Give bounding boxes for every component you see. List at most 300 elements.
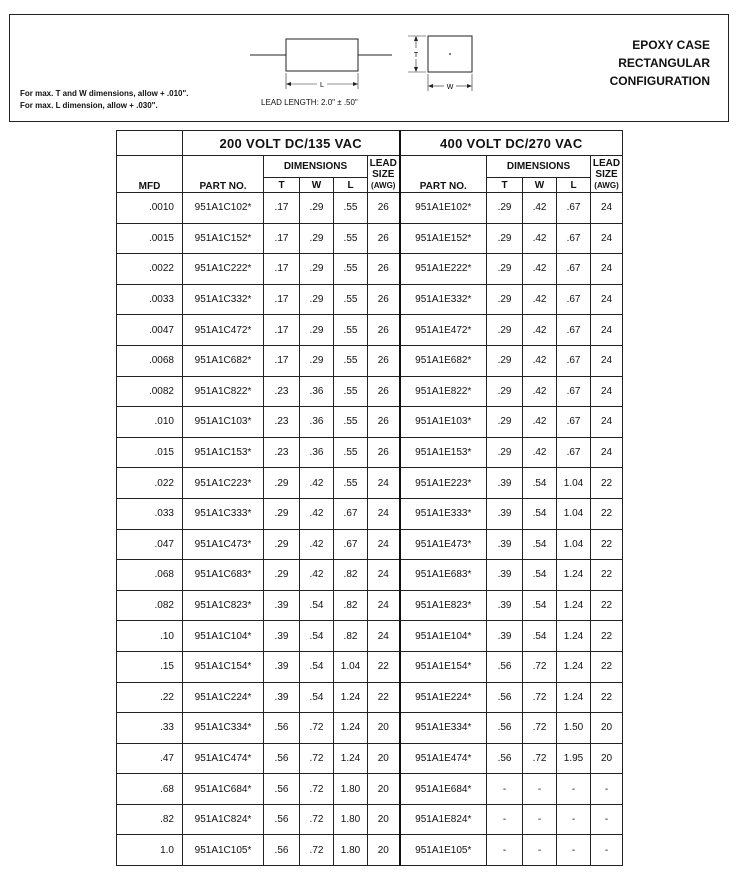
lead-size-200v-cell: 26 (368, 193, 400, 224)
l-200v-cell: 1.80 (334, 774, 368, 805)
t-200v-cell: .39 (264, 651, 300, 682)
mfd-cell: .0082 (117, 376, 183, 407)
w-400v-cell: .72 (523, 651, 557, 682)
lead-size-200v-cell: 24 (368, 621, 400, 652)
w-200v-cell: .72 (300, 835, 334, 866)
l-200v-cell: .55 (334, 345, 368, 376)
t-200v-cell: .39 (264, 682, 300, 713)
w-200v-cell: .72 (300, 804, 334, 835)
lead-size-line: (AWG) (371, 180, 396, 190)
part-no-200v-cell: 951A1C332* (183, 284, 264, 315)
t-200v-cell: .56 (264, 835, 300, 866)
table-row (117, 407, 623, 438)
lead-size-200v-cell: 26 (368, 376, 400, 407)
l-200v-cell: 1.24 (334, 743, 368, 774)
t-200v-cell: .29 (264, 468, 300, 499)
dimensions-header: DIMENSIONS (264, 156, 368, 178)
lead-size-400v-cell: 22 (591, 560, 623, 591)
part-no-200v-cell: 951A1C153* (183, 437, 264, 468)
table-row (117, 468, 623, 499)
lead-size-200v-cell: 20 (368, 743, 400, 774)
part-no-200v-cell: 951A1C683* (183, 560, 264, 591)
part-no-400v-cell: 951A1E824* (400, 804, 487, 835)
mfd-cell: .68 (117, 774, 183, 805)
l-400v-cell: 1.04 (557, 498, 591, 529)
lead-size-400v-cell: - (591, 774, 623, 805)
l-200v-cell: .55 (334, 223, 368, 254)
lead-size-line: LEAD (592, 157, 621, 169)
table-row (117, 713, 623, 744)
lead-size-header (591, 156, 623, 193)
part-no-200v-cell: 951A1C102* (183, 193, 264, 224)
l-400v-cell: .67 (557, 437, 591, 468)
w-400v-cell: .42 (523, 407, 557, 438)
lead-size-400v-cell: - (591, 835, 623, 866)
mfd-cell: .47 (117, 743, 183, 774)
mfd-cell: .010 (117, 407, 183, 438)
t-200v-cell: .17 (264, 223, 300, 254)
w-200v-cell: .42 (300, 498, 334, 529)
lead-size-400v-cell: 24 (591, 223, 623, 254)
mfd-cell: .0047 (117, 315, 183, 346)
l-200v-cell: 1.04 (334, 651, 368, 682)
part-no-200v-cell: 951A1C105* (183, 835, 264, 866)
t-400v-cell: .56 (487, 743, 523, 774)
mfd-cell: .0010 (117, 193, 183, 224)
part-no-200v-cell: 951A1C824* (183, 804, 264, 835)
t-400v-cell: .29 (487, 437, 523, 468)
part-no-header: PART NO. (183, 156, 264, 193)
tolerance-note-l: For max. L dimension, allow + .030". (20, 101, 158, 110)
part-no-200v-cell: 951A1C473* (183, 529, 264, 560)
mfd-cell: .15 (117, 651, 183, 682)
w-header: W (523, 178, 557, 193)
lead-size-400v-cell: 20 (591, 743, 623, 774)
w-400v-cell: - (523, 774, 557, 805)
w-400v-cell: .54 (523, 529, 557, 560)
l-200v-cell: .55 (334, 193, 368, 224)
lead-size-400v-cell: 22 (591, 468, 623, 499)
t-400v-cell: .29 (487, 223, 523, 254)
part-no-400v-cell: 951A1E334* (400, 713, 487, 744)
w-200v-cell: .42 (300, 468, 334, 499)
l-400v-cell: 1.24 (557, 651, 591, 682)
part-no-400v-cell: 951A1E332* (400, 284, 487, 315)
l-400v-cell: 1.24 (557, 590, 591, 621)
lead-size-400v-cell: 24 (591, 284, 623, 315)
t-200v-cell: .39 (264, 590, 300, 621)
w-200v-cell: .72 (300, 743, 334, 774)
lead-size-400v-cell: 24 (591, 437, 623, 468)
mfd-cell: .82 (117, 804, 183, 835)
l-400v-cell: 1.24 (557, 682, 591, 713)
mfd-header: MFD (117, 156, 183, 193)
t-200v-cell: .29 (264, 529, 300, 560)
w-400v-cell: .72 (523, 713, 557, 744)
l-400v-cell: .67 (557, 315, 591, 346)
table-row (117, 437, 623, 468)
table-row (117, 376, 623, 407)
lead-length-note: LEAD LENGTH: 2.0" ± .50" (261, 98, 358, 107)
capacitor-dimension-diagram (230, 21, 480, 101)
part-no-400v-cell: 951A1E104* (400, 621, 487, 652)
t-400v-cell: .39 (487, 529, 523, 560)
t-400v-cell: .56 (487, 651, 523, 682)
table-row (117, 284, 623, 315)
table-row (117, 743, 623, 774)
title-line: CONFIGURATION (609, 74, 710, 88)
lead-size-200v-cell: 20 (368, 804, 400, 835)
mfd-cell: .0022 (117, 254, 183, 285)
w-400v-cell: .42 (523, 254, 557, 285)
diagram-label-t: T (413, 52, 419, 59)
l-200v-cell: .55 (334, 376, 368, 407)
voltage-group-400v: 400 VOLT DC/270 VAC (400, 131, 623, 156)
w-400v-cell: .54 (523, 498, 557, 529)
lead-size-header (368, 156, 400, 193)
table-row (117, 560, 623, 591)
mfd-cell: .033 (117, 498, 183, 529)
t-200v-cell: .39 (264, 621, 300, 652)
part-no-400v-cell: 951A1E682* (400, 345, 487, 376)
w-200v-cell: .29 (300, 193, 334, 224)
part-no-200v-cell: 951A1C822* (183, 376, 264, 407)
w-200v-cell: .42 (300, 529, 334, 560)
title-line: RECTANGULAR (618, 56, 710, 70)
tolerance-note-tw: For max. T and W dimensions, allow + .010". (20, 89, 189, 98)
part-no-400v-cell: 951A1E474* (400, 743, 487, 774)
lead-size-400v-cell: 22 (591, 682, 623, 713)
t-400v-cell: .56 (487, 682, 523, 713)
t-400v-cell: .29 (487, 254, 523, 285)
lead-size-200v-cell: 24 (368, 560, 400, 591)
t-header: T (487, 178, 523, 193)
l-200v-cell: .55 (334, 284, 368, 315)
capacitor-spec-table (116, 130, 623, 866)
lead-size-200v-cell: 22 (368, 651, 400, 682)
lead-size-200v-cell: 20 (368, 835, 400, 866)
part-no-200v-cell: 951A1C682* (183, 345, 264, 376)
part-no-400v-cell: 951A1E473* (400, 529, 487, 560)
part-no-200v-cell: 951A1C224* (183, 682, 264, 713)
t-400v-cell: .29 (487, 407, 523, 438)
part-no-200v-cell: 951A1C472* (183, 315, 264, 346)
part-no-400v-cell: 951A1E152* (400, 223, 487, 254)
mfd-cell: .022 (117, 468, 183, 499)
w-400v-cell: .72 (523, 682, 557, 713)
part-no-200v-cell: 951A1C333* (183, 498, 264, 529)
w-200v-cell: .42 (300, 560, 334, 591)
t-400v-cell: .29 (487, 345, 523, 376)
l-200v-cell: .55 (334, 254, 368, 285)
diagram-label-l: L (320, 82, 324, 89)
t-400v-cell: .29 (487, 315, 523, 346)
mfd-cell: .0068 (117, 345, 183, 376)
part-no-400v-cell: 951A1E684* (400, 774, 487, 805)
t-400v-cell: .29 (487, 376, 523, 407)
lead-size-400v-cell: 22 (591, 621, 623, 652)
part-no-200v-cell: 951A1C334* (183, 713, 264, 744)
part-no-200v-cell: 951A1C152* (183, 223, 264, 254)
l-400v-cell: .67 (557, 284, 591, 315)
w-200v-cell: .72 (300, 774, 334, 805)
l-200v-cell: .82 (334, 590, 368, 621)
t-200v-cell: .56 (264, 743, 300, 774)
t-400v-cell: - (487, 835, 523, 866)
w-400v-cell: .72 (523, 743, 557, 774)
t-200v-cell: .17 (264, 193, 300, 224)
dimensions-header: DIMENSIONS (487, 156, 591, 178)
t-400v-cell: .56 (487, 713, 523, 744)
part-no-400v-cell: 951A1E103* (400, 407, 487, 438)
part-no-200v-cell: 951A1C684* (183, 774, 264, 805)
table-row (117, 345, 623, 376)
lead-size-200v-cell: 24 (368, 498, 400, 529)
t-400v-cell: .29 (487, 193, 523, 224)
l-200v-cell: 1.80 (334, 835, 368, 866)
spec-table-body (117, 193, 623, 866)
table-row (117, 804, 623, 835)
part-no-400v-cell: 951A1E333* (400, 498, 487, 529)
w-200v-cell: .36 (300, 376, 334, 407)
w-200v-cell: .29 (300, 284, 334, 315)
t-400v-cell: .39 (487, 590, 523, 621)
part-no-400v-cell: 951A1E105* (400, 835, 487, 866)
configuration-title (540, 36, 710, 90)
lead-size-200v-cell: 20 (368, 774, 400, 805)
t-200v-cell: .56 (264, 774, 300, 805)
t-200v-cell: .23 (264, 407, 300, 438)
w-400v-cell: .42 (523, 284, 557, 315)
w-200v-cell: .54 (300, 651, 334, 682)
part-no-400v-cell: 951A1E154* (400, 651, 487, 682)
lead-size-400v-cell: 22 (591, 529, 623, 560)
w-400v-cell: .54 (523, 468, 557, 499)
lead-size-200v-cell: 26 (368, 345, 400, 376)
t-400v-cell: - (487, 804, 523, 835)
w-400v-cell: .42 (523, 437, 557, 468)
t-400v-cell: - (487, 774, 523, 805)
t-200v-cell: .23 (264, 376, 300, 407)
lead-size-line: (AWG) (594, 180, 619, 190)
table-row (117, 590, 623, 621)
w-200v-cell: .29 (300, 223, 334, 254)
lead-size-400v-cell: 22 (591, 590, 623, 621)
table-row (117, 621, 623, 652)
t-200v-cell: .17 (264, 345, 300, 376)
part-no-200v-cell: 951A1C154* (183, 651, 264, 682)
w-400v-cell: .42 (523, 193, 557, 224)
l-400v-cell: .67 (557, 223, 591, 254)
w-400v-cell: .54 (523, 560, 557, 591)
lead-size-400v-cell: - (591, 804, 623, 835)
part-no-200v-cell: 951A1C222* (183, 254, 264, 285)
t-400v-cell: .39 (487, 560, 523, 591)
l-200v-cell: 1.24 (334, 682, 368, 713)
t-200v-cell: .56 (264, 804, 300, 835)
w-200v-cell: .72 (300, 713, 334, 744)
part-no-400v-cell: 951A1E224* (400, 682, 487, 713)
l-400v-cell: .67 (557, 193, 591, 224)
l-200v-cell: .55 (334, 315, 368, 346)
table-row (117, 223, 623, 254)
l-400v-cell: .67 (557, 345, 591, 376)
t-400v-cell: .39 (487, 498, 523, 529)
lead-size-200v-cell: 24 (368, 529, 400, 560)
l-200v-cell: 1.24 (334, 713, 368, 744)
lead-size-200v-cell: 26 (368, 284, 400, 315)
w-header: W (300, 178, 334, 193)
l-400v-cell: - (557, 835, 591, 866)
lead-size-line: SIZE (372, 168, 395, 180)
blank-corner (117, 131, 183, 156)
t-400v-cell: .29 (487, 284, 523, 315)
w-400v-cell: .42 (523, 223, 557, 254)
part-no-400v-cell: 951A1E153* (400, 437, 487, 468)
l-200v-cell: .67 (334, 498, 368, 529)
l-400v-cell: 1.04 (557, 468, 591, 499)
voltage-group-200v: 200 VOLT DC/135 VAC (183, 131, 400, 156)
w-200v-cell: .29 (300, 345, 334, 376)
lead-size-400v-cell: 24 (591, 193, 623, 224)
l-200v-cell: .82 (334, 560, 368, 591)
table-row (117, 835, 623, 866)
w-200v-cell: .36 (300, 407, 334, 438)
t-200v-cell: .17 (264, 284, 300, 315)
table-row (117, 529, 623, 560)
mfd-cell: .068 (117, 560, 183, 591)
table-row (117, 774, 623, 805)
w-400v-cell: .42 (523, 315, 557, 346)
table-row (117, 193, 623, 224)
lead-size-200v-cell: 22 (368, 682, 400, 713)
part-no-400v-cell: 951A1E222* (400, 254, 487, 285)
t-400v-cell: .39 (487, 468, 523, 499)
table-row (117, 651, 623, 682)
lead-size-400v-cell: 20 (591, 713, 623, 744)
lead-size-line: LEAD (369, 157, 397, 169)
part-no-200v-cell: 951A1C223* (183, 468, 264, 499)
part-no-200v-cell: 951A1C103* (183, 407, 264, 438)
part-no-400v-cell: 951A1E472* (400, 315, 487, 346)
part-no-200v-cell: 951A1C823* (183, 590, 264, 621)
diagram-label-w: W (446, 84, 454, 91)
w-400v-cell: .54 (523, 621, 557, 652)
part-no-400v-cell: 951A1E102* (400, 193, 487, 224)
lead-size-400v-cell: 24 (591, 407, 623, 438)
lead-size-400v-cell: 24 (591, 376, 623, 407)
l-400v-cell: 1.04 (557, 529, 591, 560)
lead-size-200v-cell: 24 (368, 468, 400, 499)
mfd-cell: 1.0 (117, 835, 183, 866)
lead-size-200v-cell: 26 (368, 223, 400, 254)
t-400v-cell: .39 (487, 621, 523, 652)
w-400v-cell: .42 (523, 345, 557, 376)
w-200v-cell: .29 (300, 315, 334, 346)
l-200v-cell: .82 (334, 621, 368, 652)
lead-size-200v-cell: 20 (368, 713, 400, 744)
part-no-200v-cell: 951A1C104* (183, 621, 264, 652)
l-200v-cell: .67 (334, 529, 368, 560)
lead-size-400v-cell: 24 (591, 254, 623, 285)
mfd-cell: .22 (117, 682, 183, 713)
mfd-cell: .015 (117, 437, 183, 468)
part-no-400v-cell: 951A1E223* (400, 468, 487, 499)
l-200v-cell: .55 (334, 437, 368, 468)
table-row (117, 682, 623, 713)
l-400v-cell: .67 (557, 254, 591, 285)
l-400v-cell: .67 (557, 407, 591, 438)
lead-size-line: SIZE (595, 168, 618, 180)
l-400v-cell: 1.24 (557, 621, 591, 652)
mfd-cell: .047 (117, 529, 183, 560)
w-400v-cell: - (523, 804, 557, 835)
part-no-header: PART NO. (400, 156, 487, 193)
lead-size-200v-cell: 26 (368, 254, 400, 285)
w-200v-cell: .36 (300, 437, 334, 468)
w-200v-cell: .54 (300, 682, 334, 713)
lead-size-200v-cell: 26 (368, 407, 400, 438)
l-200v-cell: 1.80 (334, 804, 368, 835)
table-row (117, 254, 623, 285)
l-400v-cell: 1.95 (557, 743, 591, 774)
mfd-cell: .082 (117, 590, 183, 621)
w-200v-cell: .29 (300, 254, 334, 285)
w-200v-cell: .54 (300, 621, 334, 652)
l-200v-cell: .55 (334, 468, 368, 499)
part-no-400v-cell: 951A1E822* (400, 376, 487, 407)
mfd-cell: .0033 (117, 284, 183, 315)
lead-size-200v-cell: 26 (368, 437, 400, 468)
header-box (9, 14, 729, 122)
t-200v-cell: .17 (264, 315, 300, 346)
t-200v-cell: .56 (264, 713, 300, 744)
t-200v-cell: .23 (264, 437, 300, 468)
table-row (117, 315, 623, 346)
lead-size-400v-cell: 22 (591, 498, 623, 529)
w-400v-cell: - (523, 835, 557, 866)
part-no-200v-cell: 951A1C474* (183, 743, 264, 774)
w-400v-cell: .42 (523, 376, 557, 407)
lead-size-200v-cell: 26 (368, 315, 400, 346)
mfd-cell: .0015 (117, 223, 183, 254)
table-row (117, 498, 623, 529)
part-no-400v-cell: 951A1E823* (400, 590, 487, 621)
l-400v-cell: .67 (557, 376, 591, 407)
title-line: EPOXY CASE (632, 38, 710, 52)
t-header: T (264, 178, 300, 193)
l-200v-cell: .55 (334, 407, 368, 438)
mfd-cell: .33 (117, 713, 183, 744)
lead-size-400v-cell: 24 (591, 345, 623, 376)
l-header: L (334, 178, 368, 193)
t-200v-cell: .29 (264, 498, 300, 529)
w-200v-cell: .54 (300, 590, 334, 621)
lead-size-200v-cell: 24 (368, 590, 400, 621)
w-400v-cell: .54 (523, 590, 557, 621)
lead-size-400v-cell: 22 (591, 651, 623, 682)
t-200v-cell: .17 (264, 254, 300, 285)
l-400v-cell: 1.50 (557, 713, 591, 744)
l-400v-cell: - (557, 804, 591, 835)
t-200v-cell: .29 (264, 560, 300, 591)
lead-size-400v-cell: 24 (591, 315, 623, 346)
l-400v-cell: 1.24 (557, 560, 591, 591)
l-header: L (557, 178, 591, 193)
l-400v-cell: - (557, 774, 591, 805)
part-no-400v-cell: 951A1E683* (400, 560, 487, 591)
mfd-cell: .10 (117, 621, 183, 652)
